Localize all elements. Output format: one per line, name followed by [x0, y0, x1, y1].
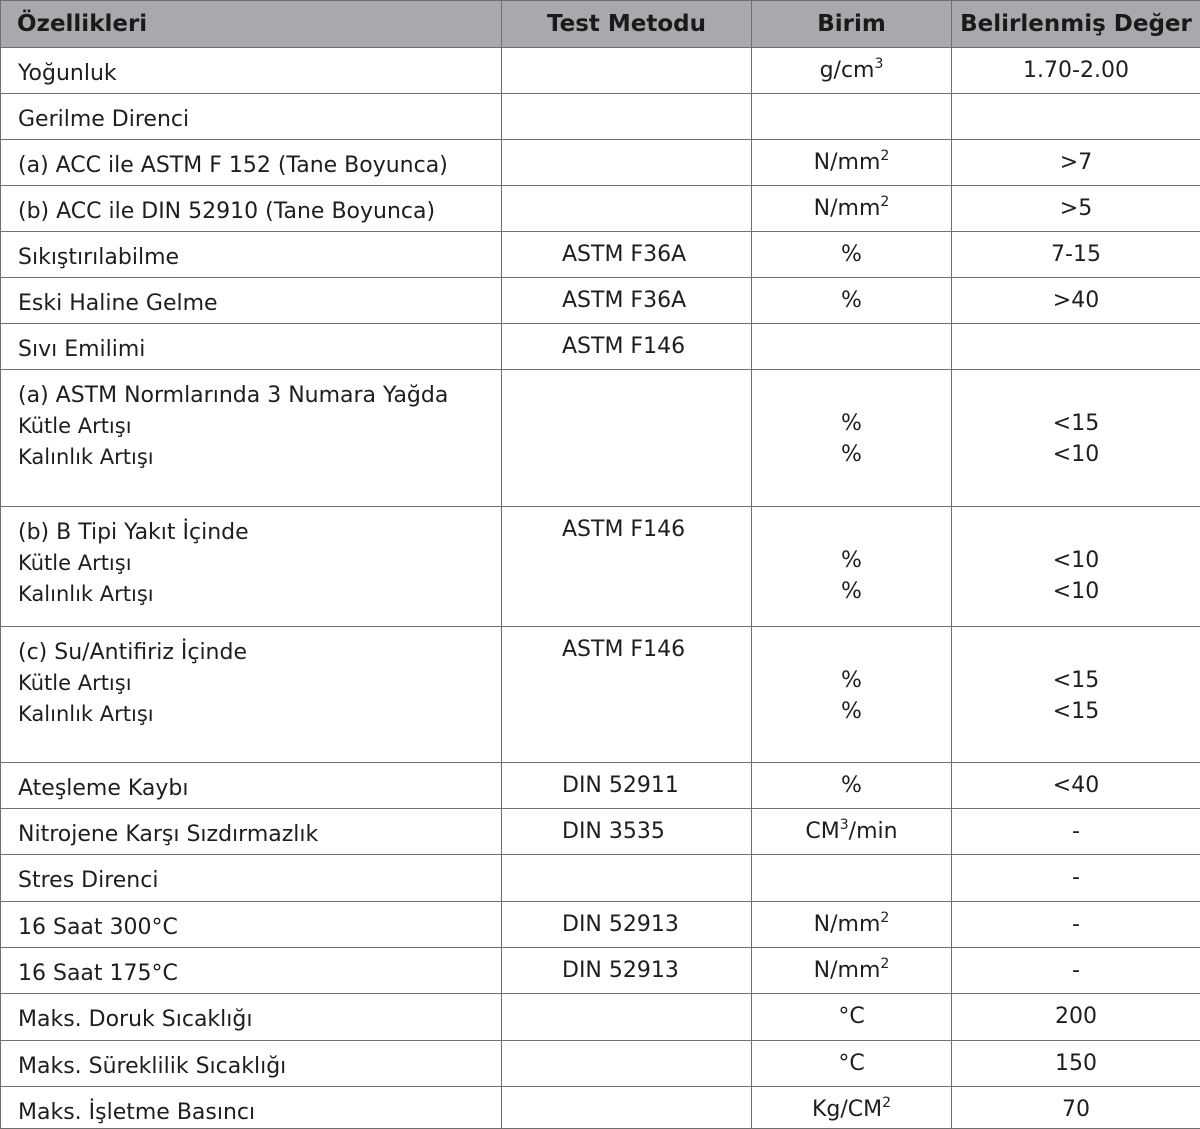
cell-property	[1, 278, 502, 324]
cell-specified-value	[952, 1041, 1200, 1087]
property-label: (a) ACC ile ASTM F 152 (Tane Boyunca)	[18, 150, 501, 181]
header-test-method: Test Metodu	[502, 1, 752, 48]
cell-test-method: ASTM F146	[502, 507, 752, 627]
cell-specified-value	[952, 1087, 1200, 1129]
cell-unit	[752, 1041, 952, 1087]
unit-base: N/mm	[814, 150, 881, 175]
cell-test-method	[502, 1087, 752, 1129]
cell-property	[1, 94, 502, 140]
cell-specified-value	[952, 902, 1200, 948]
property-sub-label: Kütle Artışı	[18, 548, 501, 579]
specified-value: -	[952, 955, 1200, 986]
cell-property	[1, 763, 502, 809]
cell-property	[1, 1087, 502, 1129]
unit-base: %	[841, 548, 862, 573]
cell-test-method	[502, 994, 752, 1041]
cell-test-method: ASTM F36A	[502, 232, 752, 278]
unit-base: %	[841, 442, 862, 467]
specified-value: <15	[952, 665, 1200, 696]
specified-value: <15	[952, 408, 1200, 439]
unit-suffix: /min	[849, 819, 898, 844]
unit-value	[752, 909, 951, 940]
cell-test-method	[502, 1041, 752, 1087]
specified-value: -	[952, 909, 1200, 940]
cell-specified-value	[952, 370, 1200, 507]
cell-unit	[752, 370, 952, 507]
cell-test-method: ASTM F36A	[502, 278, 752, 324]
property-label: Ateşleme Kaybı	[18, 773, 501, 804]
unit-value	[752, 1001, 951, 1032]
specified-value: 1.70-2.00	[952, 55, 1200, 86]
cell-property	[1, 627, 502, 763]
property-label: (a) ASTM Normlarında 3 Numara Yağda	[18, 380, 501, 411]
unit-value	[752, 239, 951, 270]
header-specified-value: Belirlenmiş Değer	[952, 1, 1200, 48]
property-label: Eski Haline Gelme	[18, 288, 501, 319]
specified-value: 70	[952, 1094, 1200, 1125]
table-row	[1, 140, 1200, 186]
cell-test-method: DIN 52911	[502, 763, 752, 809]
cell-test-method: DIN 52913	[502, 902, 752, 948]
cell-specified-value	[952, 232, 1200, 278]
table-row	[1, 186, 1200, 232]
cell-specified-value	[952, 855, 1200, 902]
unit-value	[752, 955, 951, 986]
unit-value	[752, 193, 951, 224]
property-label: 16 Saat 300°C	[18, 912, 501, 943]
cell-unit	[752, 94, 952, 140]
property-label: Yoğunluk	[18, 58, 501, 89]
cell-unit	[752, 278, 952, 324]
table-row	[1, 370, 1200, 507]
unit-value	[752, 545, 951, 576]
cell-property	[1, 994, 502, 1041]
cell-unit	[752, 763, 952, 809]
property-label: (b) B Tipi Yakıt İçinde	[18, 517, 501, 548]
table-row	[1, 763, 1200, 809]
specified-value: 150	[952, 1048, 1200, 1079]
specified-value: <10	[952, 576, 1200, 607]
cell-unit	[752, 232, 952, 278]
unit-superscript: 3	[874, 56, 883, 72]
table-row	[1, 994, 1200, 1041]
unit-base: g/cm	[820, 58, 875, 83]
table-row	[1, 94, 1200, 140]
unit-value	[752, 770, 951, 801]
unit-base: N/mm	[814, 196, 881, 221]
cell-test-method	[502, 140, 752, 186]
unit-base: %	[841, 579, 862, 604]
property-sub-label: Kütle Artışı	[18, 668, 501, 699]
table-row	[1, 507, 1200, 627]
specified-value: >40	[952, 285, 1200, 316]
unit-value	[752, 408, 951, 439]
specified-value: <10	[952, 439, 1200, 470]
cell-property	[1, 507, 502, 627]
property-label: Maks. İşletme Basıncı	[18, 1097, 501, 1128]
cell-property	[1, 902, 502, 948]
property-sub-label: Kütle Artışı	[18, 411, 501, 442]
property-label: Stres Direnci	[18, 865, 501, 896]
cell-specified-value	[952, 763, 1200, 809]
cell-unit	[752, 48, 952, 94]
cell-unit	[752, 186, 952, 232]
cell-unit	[752, 324, 952, 370]
unit-superscript: 2	[880, 956, 889, 972]
table-row	[1, 809, 1200, 855]
table-row	[1, 902, 1200, 948]
specified-value: <40	[952, 770, 1200, 801]
cell-specified-value	[952, 994, 1200, 1041]
unit-superscript: 2	[880, 148, 889, 164]
cell-specified-value	[952, 324, 1200, 370]
cell-test-method: ASTM F146	[502, 627, 752, 763]
unit-base: CM	[805, 819, 839, 844]
cell-test-method: DIN 3535	[502, 809, 752, 855]
cell-unit	[752, 855, 952, 902]
unit-value	[752, 816, 951, 847]
unit-value	[752, 1048, 951, 1079]
cell-property	[1, 232, 502, 278]
unit-superscript: 2	[882, 1095, 891, 1111]
cell-test-method	[502, 186, 752, 232]
unit-superscript: 2	[880, 194, 889, 210]
table-row	[1, 855, 1200, 902]
specified-value: 200	[952, 1001, 1200, 1032]
property-label: Nitrojene Karşı Sızdırmazlık	[18, 819, 501, 850]
cell-unit	[752, 627, 952, 763]
unit-base: %	[841, 668, 862, 693]
unit-base: °C	[838, 1004, 864, 1029]
property-label: Maks. Doruk Sıcaklığı	[18, 1004, 501, 1035]
unit-value	[752, 696, 951, 727]
cell-specified-value	[952, 94, 1200, 140]
specified-value: -	[952, 816, 1200, 847]
unit-value	[752, 576, 951, 607]
table-body	[1, 48, 1200, 1129]
unit-base: °C	[838, 1051, 864, 1076]
cell-specified-value	[952, 627, 1200, 763]
unit-base: %	[841, 773, 862, 798]
property-label: (c) Su/Antifiriz İçinde	[18, 637, 501, 668]
property-label: Sıkıştırılabilme	[18, 242, 501, 273]
cell-test-method	[502, 48, 752, 94]
unit-value	[752, 439, 951, 470]
unit-base: %	[841, 288, 862, 313]
property-label: Sıvı Emilimi	[18, 334, 501, 365]
cell-specified-value	[952, 278, 1200, 324]
property-sub-label: Kalınlık Artışı	[18, 442, 501, 473]
unit-value	[752, 665, 951, 696]
unit-value	[752, 285, 951, 316]
cell-property	[1, 370, 502, 507]
unit-value	[752, 55, 951, 86]
header-properties: Özellikleri	[1, 1, 502, 48]
cell-specified-value	[952, 507, 1200, 627]
unit-base: N/mm	[814, 912, 881, 937]
cell-unit	[752, 809, 952, 855]
table-row	[1, 324, 1200, 370]
table-row	[1, 1041, 1200, 1087]
unit-value	[752, 147, 951, 178]
property-label: Maks. Süreklilik Sıcaklığı	[18, 1051, 501, 1082]
unit-superscript: 2	[880, 910, 889, 926]
cell-property	[1, 809, 502, 855]
cell-specified-value	[952, 948, 1200, 994]
unit-base: Kg/CM	[812, 1097, 882, 1122]
cell-property	[1, 48, 502, 94]
unit-base: %	[841, 699, 862, 724]
property-sub-label: Kalınlık Artışı	[18, 579, 501, 610]
header-unit: Birim	[752, 1, 952, 48]
unit-base: N/mm	[814, 958, 881, 983]
cell-test-method	[502, 94, 752, 140]
specified-value: >7	[952, 147, 1200, 178]
cell-property	[1, 324, 502, 370]
cell-property	[1, 948, 502, 994]
unit-value	[752, 1094, 951, 1125]
property-label: 16 Saat 175°C	[18, 958, 501, 989]
table-row	[1, 48, 1200, 94]
table-row	[1, 1087, 1200, 1129]
cell-specified-value	[952, 186, 1200, 232]
table-row	[1, 948, 1200, 994]
cell-unit	[752, 1087, 952, 1129]
cell-property	[1, 1041, 502, 1087]
cell-unit	[752, 994, 952, 1041]
cell-unit	[752, 507, 952, 627]
cell-specified-value	[952, 809, 1200, 855]
specified-value: <10	[952, 545, 1200, 576]
cell-unit	[752, 902, 952, 948]
cell-unit	[752, 140, 952, 186]
unit-base: %	[841, 242, 862, 267]
cell-property	[1, 186, 502, 232]
unit-base: %	[841, 411, 862, 436]
cell-test-method: ASTM F146	[502, 324, 752, 370]
cell-specified-value	[952, 140, 1200, 186]
property-sub-label: Kalınlık Artışı	[18, 699, 501, 730]
table-header	[1, 1, 1200, 48]
cell-specified-value	[952, 48, 1200, 94]
table-row	[1, 232, 1200, 278]
cell-unit	[752, 948, 952, 994]
specified-value: 7-15	[952, 239, 1200, 270]
specified-value: >5	[952, 193, 1200, 224]
cell-test-method	[502, 370, 752, 507]
property-label: Gerilme Direnci	[18, 104, 501, 135]
unit-superscript: 3	[840, 817, 849, 833]
cell-test-method	[502, 855, 752, 902]
property-label: (b) ACC ile DIN 52910 (Tane Boyunca)	[18, 196, 501, 227]
specified-value: <15	[952, 696, 1200, 727]
table-row	[1, 627, 1200, 763]
cell-property	[1, 855, 502, 902]
cell-property	[1, 140, 502, 186]
cell-test-method: DIN 52913	[502, 948, 752, 994]
specified-value: -	[952, 862, 1200, 893]
header-row	[1, 1, 1200, 48]
table-row	[1, 278, 1200, 324]
